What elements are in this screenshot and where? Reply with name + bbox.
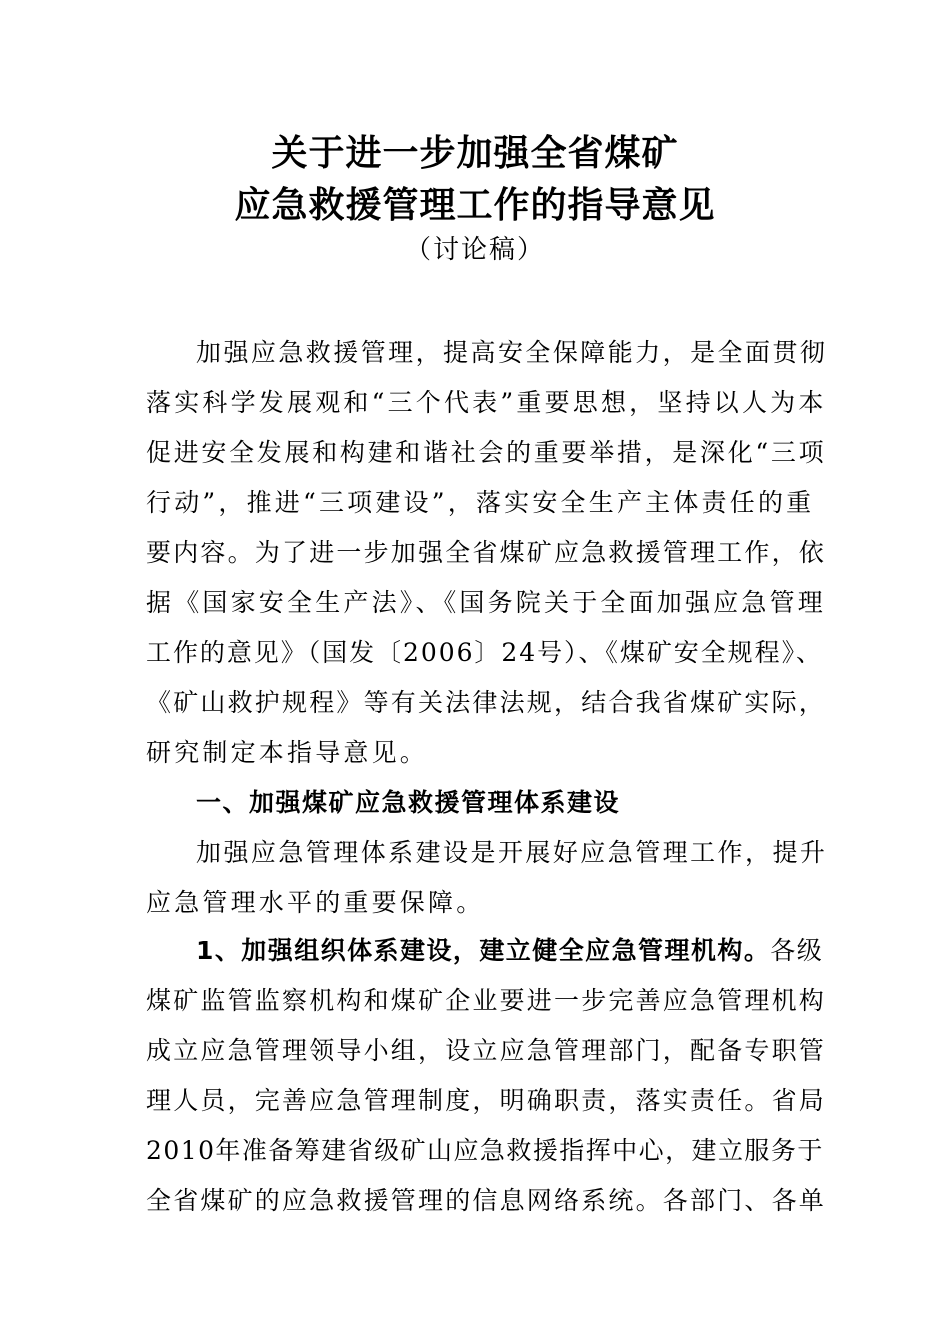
item-bold-heading: 1、加强组织体系建设，建立健全应急管理机构。 xyxy=(196,936,771,965)
paragraph-line: 工作的意见》（国发〔2006〕24号）、《煤矿安全规程》、 xyxy=(146,638,823,667)
document-title-line-2: 应急救援管理工作的指导意见 xyxy=(234,185,716,226)
item-heading-tail: 各级 xyxy=(770,936,824,965)
document-title-line-1: 关于进一步加强全省煤矿 xyxy=(271,133,679,174)
document-subtitle: （讨论稿） xyxy=(404,235,545,265)
paragraph-line: 落实科学发展观和“三个代表”重要思想，坚持以人为本 xyxy=(146,388,827,417)
paragraph-line: 行动”，推进“三项建设”，落实安全生产主体责任的重 xyxy=(146,488,815,517)
paragraph-line: 加强应急救援管理，提高安全保障能力，是全面贯彻 xyxy=(196,338,828,367)
item-heading-line xyxy=(196,934,826,968)
paragraph-line: 研究制定本指导意见。 xyxy=(146,738,429,767)
paragraph-line: 成立应急管理领导小组，设立应急管理部门，配备专职管 xyxy=(146,1036,827,1065)
paragraph-line: 促进安全发展和构建和谐社会的重要举措，是深化“三项 xyxy=(146,438,827,467)
paragraph-line: 理人员，完善应急管理制度，明确职责，落实责任。省局 xyxy=(146,1086,827,1115)
paragraph-line: 据《国家安全生产法》、《国务院关于全面加强应急管理 xyxy=(146,588,827,617)
paragraph-line: 《矿山救护规程》等有关法律法规，结合我省煤矿实际， xyxy=(146,688,827,717)
paragraph-line: 2010年准备筹建省级矿山应急救援指挥中心，建立服务于 xyxy=(146,1136,824,1165)
paragraph-line: 要内容。为了进一步加强全省煤矿应急救援管理工作，依 xyxy=(146,538,827,567)
section-heading: 一、加强煤矿应急救援管理体系建设 xyxy=(196,788,621,817)
paragraph-line: 煤矿监管监察机构和煤矿企业要进一步完善应急管理机构 xyxy=(146,986,827,1015)
paragraph-line: 加强应急管理体系建设是开展好应急管理工作，提升 xyxy=(196,838,828,867)
paragraph-line: 全省煤矿的应急救援管理的信息网络系统。各部门、各单 xyxy=(146,1186,827,1215)
paragraph-line: 应急管理水平的重要保障。 xyxy=(146,888,485,917)
